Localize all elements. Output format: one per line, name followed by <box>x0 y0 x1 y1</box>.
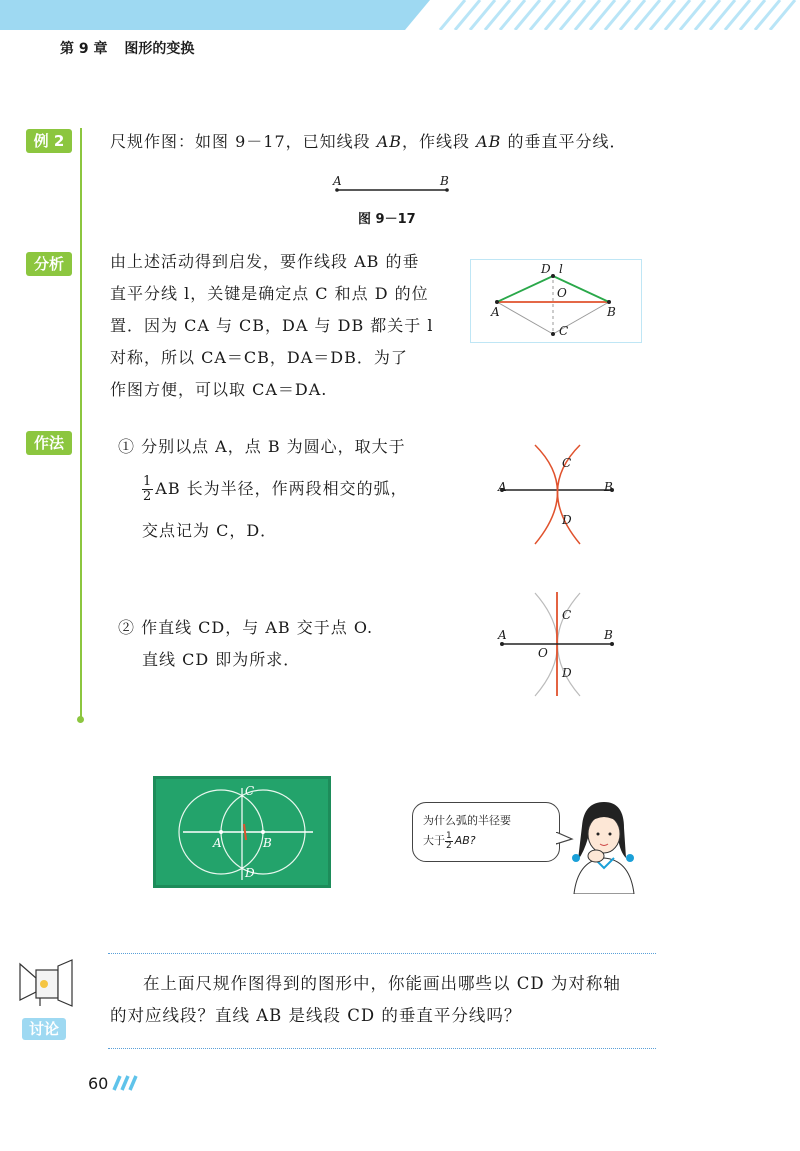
megaphone-icon <box>14 956 74 1008</box>
step1-label-d: D <box>562 513 572 527</box>
chapter-header <box>60 38 194 58</box>
speech-fraction: $\frac{1}{2}$ <box>446 830 452 851</box>
discussion-line1: 在上面尺规作图得到的图形中，你能画出哪些以 CD 为对称轴 <box>143 974 621 993</box>
step2-perpendicular <box>490 588 620 700</box>
step1-label-a: A <box>498 480 507 494</box>
girl-figure <box>560 798 640 894</box>
discussion-line2: 的对应线段？直线 AB 是线段 CD 的垂直平分线吗？ <box>110 1006 522 1025</box>
discussion-text <box>110 968 670 1032</box>
method-tag: 作法 <box>26 431 72 455</box>
example-statement <box>110 126 627 158</box>
step2-label-c: C <box>562 608 572 622</box>
analysis-figure <box>470 259 642 343</box>
fig-a-label-c: C <box>559 324 569 338</box>
left-guide-line <box>80 128 82 720</box>
example-text-c: 的垂直平分线． <box>501 132 627 151</box>
discussion-divider-top <box>108 953 656 954</box>
step1-label-c: C <box>562 456 572 470</box>
board-label-c: C <box>245 784 255 798</box>
analysis-line: 对称，所以 CA＝CB，DA＝DB．为了 <box>110 348 408 367</box>
example-text-a: 尺规作图：如图 9－17，已知线段 <box>110 132 377 151</box>
header-decoration <box>0 0 800 30</box>
example-text-b: ，作线段 <box>402 132 477 151</box>
analysis-tag: 分析 <box>26 252 72 276</box>
board-label-b: B <box>263 836 272 850</box>
step1-arcs <box>490 440 620 550</box>
analysis-line: 直平分线 l，关键是确定点 C 和点 D 的位 <box>110 284 429 303</box>
chapter-number: 第 9 章 <box>60 41 108 57</box>
analysis-line: 作图方便，可以取 CA＝DA. <box>110 380 328 399</box>
fig17-label-a: A <box>333 174 342 188</box>
speech-line1: 为什么弧的半径要 <box>423 814 511 827</box>
page-number: 60 <box>88 1074 109 1093</box>
step1-line3: 交点记为 C，D． <box>142 521 278 540</box>
step2-line1: ② 作直线 CD，与 AB 交于点 O. <box>118 618 374 637</box>
step2-line2: 直线 CD 即为所求． <box>142 650 301 669</box>
fig-a-label-b: B <box>607 305 616 319</box>
method-step1 <box>118 426 458 552</box>
fig-a-label-o: O <box>557 286 567 300</box>
speech-line2: 大于 $\frac{1}{2}$ AB? <box>423 830 476 851</box>
figure-9-17 <box>325 172 465 202</box>
step1-line2: $\frac{1}{2}$ AB 长为半径，作两段相交的弧， <box>143 474 408 504</box>
step2-label-a: A <box>498 628 507 642</box>
chalkboard-construction <box>153 776 331 888</box>
half-fraction: $\frac{1}{2}$ <box>143 474 153 504</box>
analysis-line: 由上述活动得到启发，要作线段 AB 的垂 <box>110 252 420 271</box>
step1-line1: ① 分别以点 A，点 B 为圆心，取大于 <box>118 437 406 456</box>
page-number-slashes <box>110 1074 140 1092</box>
guide-end-dot <box>77 716 84 723</box>
example-seg2: AB <box>476 132 502 151</box>
girl-illustration <box>560 798 640 894</box>
fig17-label-b: B <box>440 174 449 188</box>
fig-a-label-d: D <box>541 262 551 276</box>
fig-a-label-a: A <box>491 305 500 319</box>
chapter-title: 图形的变换 <box>124 41 195 57</box>
speech-bubble <box>412 802 560 862</box>
example-seg1: AB <box>376 132 403 151</box>
example-tag: 例 2 <box>26 129 72 153</box>
discussion-divider-bottom <box>108 1048 656 1049</box>
header-band <box>0 0 800 30</box>
discussion-tag: 讨论 <box>22 1018 66 1040</box>
figure-caption: 图 9－17 <box>358 212 416 227</box>
board-label-d: D <box>245 866 255 880</box>
step2-label-o: O <box>538 646 548 660</box>
step1-label-b: B <box>604 480 613 494</box>
analysis-text <box>110 246 460 406</box>
method-step2 <box>118 612 458 676</box>
step2-label-b: B <box>604 628 613 642</box>
step1-figure <box>490 440 620 550</box>
step2-figure <box>490 588 620 700</box>
rhombus-diagram <box>471 260 641 342</box>
step2-label-d: D <box>562 666 572 680</box>
fig-a-label-l: l <box>559 262 563 276</box>
chalkboard <box>153 776 331 888</box>
analysis-line: 置．因为 CA 与 CB，DA 与 DB 都关于 l <box>110 316 434 335</box>
board-label-a: A <box>213 836 222 850</box>
